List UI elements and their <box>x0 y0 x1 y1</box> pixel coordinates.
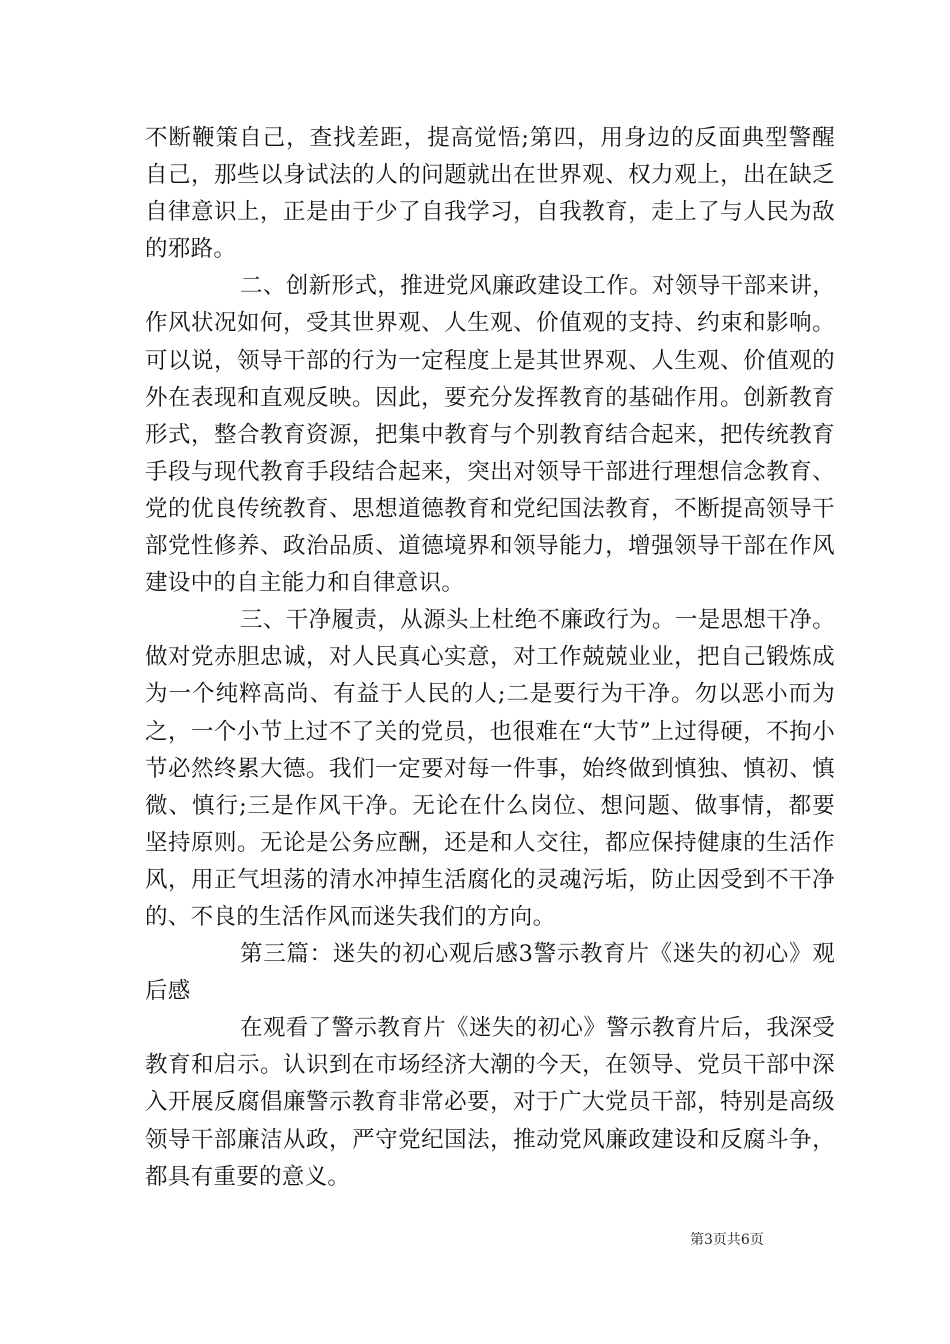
paragraph-continuation: 不断鞭策自己，查找差距，提高觉悟;第四，用身边的反面典型警醒自己，那些以身试法的人的问题就出在世界观、权力观上，出在缺乏自律意识上，正是由于少了自我学习，自我教育，走上了与人民为敌的邪路。 <box>145 125 835 263</box>
page-number-footer: 第3页共6页 <box>690 1232 764 1248</box>
document-body <box>145 120 835 1196</box>
chapter-heading: 第三篇：迷失的初心观后感3警示教育片《迷失的初心》观后感 <box>145 941 835 1005</box>
paragraph-section-three: 三、干净履责，从源头上杜绝不廉政行为。一是思想干净。做对党赤胆忠诚，对人民真心实意，对工作兢兢业业，把自己锻炼成为一个纯粹高尚、有益于人民的人;二是要行为干净。勿以恶小而为之，一个小节上过不了关的党员，也很难在“大节”上过得硬，不拘小节必然终累大德。我们一定要对每一件事，始终做到慎独、慎初、慎微、慎行;三是作风干净。无论在什么岗位、想问题、做事情，都要坚持原则。无论是公务应酬，还是和人交往，都应保持健康的生活作风，用正气坦荡的清水冲掉生活腐化的灵魂污垢，防止因受到不干净的、不良的生活作风而迷失我们的方向。 <box>145 607 835 930</box>
paragraph-chapter-intro: 在观看了警示教育片《迷失的初心》警示教育片后，我深受教育和启示。认识到在市场经济大潮的今天，在领导、党员干部中深入开展反腐倡廉警示教育非常必要，对于广大党员干部，特别是高级领导干部廉洁从政，严守党纪国法，推动党风廉政建设和反腐斗争，都具有重要的意义。 <box>145 1015 835 1190</box>
paragraph-section-two: 二、创新形式，推进党风廉政建设工作。对领导干部来讲，作风状况如何，受其世界观、人生观、价值观的支持、约束和影响。可以说，领导干部的行为一定程度上是其世界观、人生观、价值观的外在表现和直观反映。因此，要充分发挥教育的基础作用。创新教育形式，整合教育资源，把集中教育与个别教育结合起来，把传统教育手段与现代教育手段结合起来，突出对领导干部进行理想信念教育、党的优良传统教育、思想道德教育和党纪国法教育，不断提高领导干部党性修养、政治品质、道德境界和领导能力，增强领导干部在作风建设中的自主能力和自律意识。 <box>145 273 835 597</box>
